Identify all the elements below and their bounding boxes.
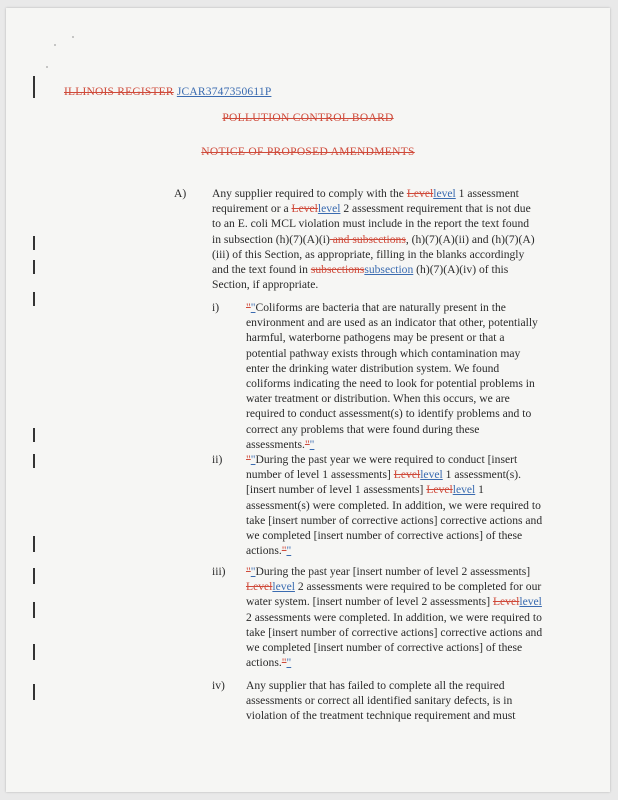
deleted-text: Level [393, 468, 421, 482]
text-run: (h)(7)(A)(iv) of this Section, if appropriate. [212, 263, 509, 292]
change-bar [33, 260, 35, 274]
change-bar [33, 684, 35, 700]
item-i-text [246, 300, 546, 452]
deleted-text: Level [426, 483, 453, 497]
item-ii-marker: ii) [212, 453, 223, 466]
text-run: During the past year [insert number of level 2 assessments] [255, 565, 531, 578]
section-a-marker: A) [174, 187, 187, 200]
item-iii-marker: iii) [212, 565, 226, 578]
notice-title [6, 146, 610, 158]
text-run: 2 assessments were completed. In addition, we were required to take [insert number of corrective actions] corrective actions and we completed [insert number of corrective actions] of these actions. [246, 610, 543, 670]
inserted-text: level [420, 468, 443, 482]
inserted-text: level [317, 202, 341, 216]
section-a-text [212, 186, 540, 292]
item-iii-text [246, 564, 546, 670]
inserted-text: level [433, 187, 456, 200]
scan-speck [46, 66, 48, 68]
inserted-text: subsection [364, 263, 414, 277]
deleted-text: " [281, 544, 287, 558]
change-bar [33, 536, 35, 552]
item-ii-text [246, 452, 546, 558]
text-run: Coliforms are bacteria that are naturally present in the environment and are used as an indicator that other, potentially harmful, waterborne pathogens may be present or that a potential pathway exists through which contamination may enter the drinking water distribution system. We found coliforms indicating the need to look for potential problems in water treatment or distribution. When this occurs, we are required to conduct assessment(s) to identify problems and to correct any problems that were found during these assessments. [246, 301, 538, 451]
deleted-text: " [246, 453, 251, 466]
register-header [64, 86, 271, 98]
item-iv-text [246, 678, 546, 724]
inserted-text: " [250, 565, 256, 578]
deleted-register-name: ILLINOIS REGISTER [64, 86, 174, 98]
deleted-text: Level [291, 202, 318, 216]
text-run: During the past year we were required to conduct [insert number of level 1 assessments] [246, 453, 518, 482]
board-title [6, 112, 610, 124]
deleted-text: subsections [310, 263, 365, 277]
inserted-register-id: JCAR3747350611P [176, 86, 272, 98]
inserted-text: " [250, 453, 256, 466]
change-bar [33, 602, 35, 618]
change-bar [33, 76, 35, 98]
inserted-text: " [250, 301, 256, 314]
change-bar [33, 428, 35, 442]
text-run: 2 assessments were required to be completed for our water system. [insert number of level 2 assessments] [246, 580, 542, 609]
deleted-text: " [246, 301, 251, 314]
text-run: 1 assessment requirement or a [212, 187, 519, 216]
change-bar [33, 292, 35, 306]
deleted-text: Level [492, 595, 520, 609]
deleted-board-title: POLLUTION CONTROL BOARD [222, 112, 394, 124]
text-run: 1 assessment(s) were completed. In addition, we were required to take [insert number of corrective actions] corrective actions and we completed [insert number of corrective actions] of these actions. [246, 483, 543, 558]
deleted-text: Level [406, 187, 434, 200]
document-page [6, 8, 610, 792]
item-iv-marker: iv) [212, 679, 225, 692]
item-i-marker: i) [212, 301, 220, 314]
deleted-text: and subsections [329, 232, 406, 246]
change-bar [33, 236, 35, 250]
inserted-text: " [286, 656, 292, 670]
text-run: 2 assessment requirement that is not due to an E. coli MCL violation must include in the report the text found in subsection (h)(7)(A)(i) [212, 202, 531, 246]
deleted-text: Level [246, 580, 273, 594]
scan-speck [54, 44, 56, 46]
scan-speck [72, 36, 74, 38]
change-bar [33, 644, 35, 660]
deleted-text: " [246, 565, 251, 578]
inserted-text: level [452, 483, 476, 497]
inserted-text: level [272, 580, 295, 594]
text-run: 1 assessment(s). [insert number of level 1 assessments] [246, 468, 521, 497]
inserted-text: level [519, 595, 542, 609]
text-run: Any supplier that has failed to complete all the required assessments or correct all identified sanitary defects, is in violation of the treatment technique requirement and must [246, 679, 516, 723]
deleted-notice-title: NOTICE OF PROPOSED AMENDMENTS [201, 146, 415, 158]
inserted-text: " [309, 437, 315, 451]
text-run: Any supplier required to comply with the [212, 187, 407, 200]
deleted-text: " [281, 656, 287, 670]
change-bar [33, 568, 35, 584]
change-bar [33, 454, 35, 468]
deleted-text: " [304, 437, 310, 451]
text-run: , (h)(7)(A)(ii) and (h)(7)(A)(iii) of this Section, as appropriate, filling in the blanks accordingly and the text found in [212, 232, 535, 277]
inserted-text: " [286, 544, 292, 558]
